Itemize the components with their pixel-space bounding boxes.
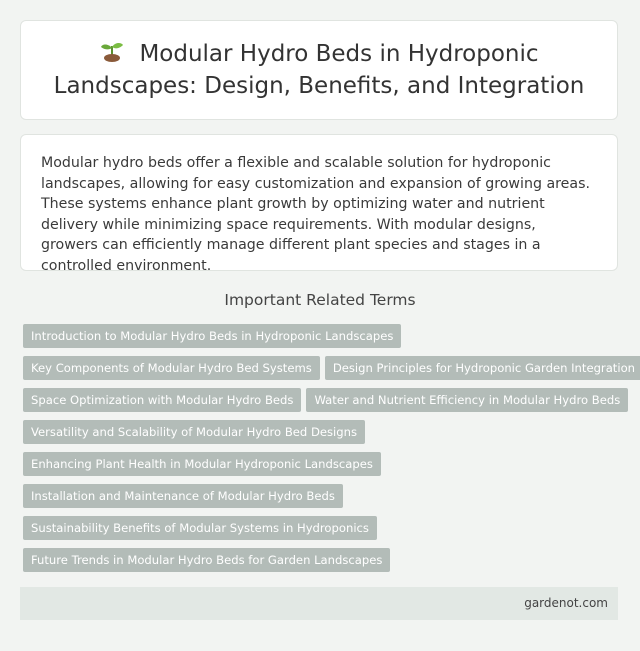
- term-tag[interactable]: Enhancing Plant Health in Modular Hydroponic Landscapes: [23, 452, 381, 476]
- related-terms-list: [23, 324, 636, 580]
- page-title-text: Modular Hydro Beds in Hydroponic Landscapes: Design, Benefits, and Integration: [53, 41, 585, 99]
- term-row: [23, 324, 617, 356]
- related-terms-heading: Important Related Terms: [224, 291, 416, 309]
- footer: [20, 587, 618, 620]
- term-tag[interactable]: Sustainability Benefits of Modular Systems in Hydroponics: [23, 516, 377, 540]
- term-tag[interactable]: Installation and Maintenance of Modular Hydro Beds: [23, 484, 343, 508]
- page-title: [21, 38, 617, 102]
- intro-card: [20, 134, 618, 274]
- term-row: [23, 452, 617, 484]
- term-tag[interactable]: Space Optimization with Modular Hydro Beds: [23, 388, 301, 412]
- intro-text: Modular hydro beds offer a flexible and scalable solution for hydroponic landscapes, allowing for easy customization and expansion of growing areas. These systems enhance plant growth by optimizing water and nutrient delivery while minimizing space requirements. With modular designs, growers can efficiently manage different plant species and stages in a controlled environment.: [41, 155, 590, 274]
- term-row: [23, 356, 636, 388]
- term-row: [23, 420, 617, 452]
- title-card: [20, 20, 618, 120]
- term-tag[interactable]: Water and Nutrient Efficiency in Modular Hydro Beds: [306, 388, 628, 412]
- term-tag[interactable]: Introduction to Modular Hydro Beds in Hydroponic Landscapes: [23, 324, 401, 348]
- footer-site-link[interactable]: gardenot.com: [524, 596, 608, 610]
- sprout-icon: [99, 41, 125, 63]
- term-tag[interactable]: Future Trends in Modular Hydro Beds for Garden Landscapes: [23, 548, 390, 572]
- term-tag[interactable]: Design Principles for Hydroponic Garden Integration: [325, 356, 640, 380]
- term-row: [23, 548, 617, 580]
- term-row: [23, 484, 617, 516]
- term-tag[interactable]: Key Components of Modular Hydro Bed Systems: [23, 356, 320, 380]
- term-row: [23, 388, 621, 420]
- term-tag[interactable]: Versatility and Scalability of Modular Hydro Bed Designs: [23, 420, 365, 444]
- term-row: [23, 516, 617, 548]
